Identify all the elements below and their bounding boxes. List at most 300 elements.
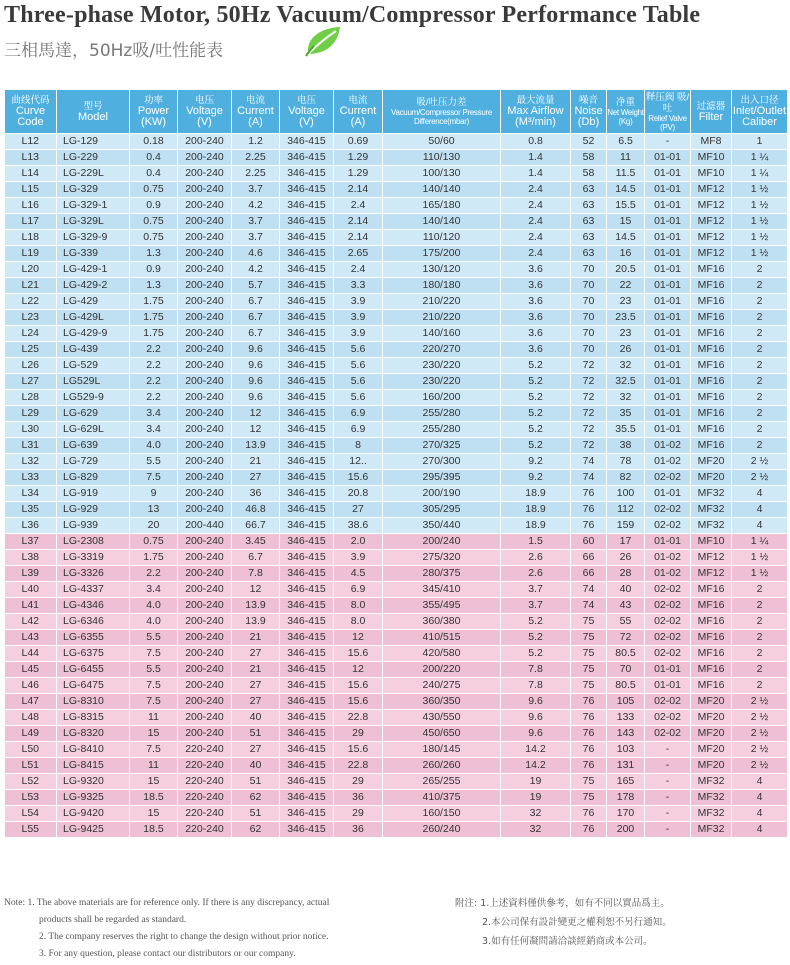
table-cell: MF20 xyxy=(691,694,732,710)
table-cell: 2 xyxy=(732,278,788,294)
table-row xyxy=(5,694,788,710)
table-cell: MF32 xyxy=(691,486,732,502)
table-cell: 2 xyxy=(732,422,788,438)
table-cell: 346-415 xyxy=(280,150,334,166)
table-cell: 3.7 xyxy=(501,598,571,614)
table-cell: 29 xyxy=(334,726,383,742)
table-cell: L21 xyxy=(5,278,57,294)
table-cell: 346-415 xyxy=(280,726,334,742)
table-cell: 20 xyxy=(130,518,178,534)
page-subtitle: 三相馬達，50Hz吸/吐性能表 xyxy=(4,41,224,61)
column-header-zh: 最大流量 xyxy=(516,95,555,106)
table-cell: 72 xyxy=(571,406,607,422)
table-cell: 346-415 xyxy=(280,422,334,438)
table-cell: 1 ½ xyxy=(732,550,788,566)
table-cell: 178 xyxy=(607,790,645,806)
table-cell: 5.5 xyxy=(130,454,178,470)
table-cell: 22.8 xyxy=(334,758,383,774)
table-cell: 2.65 xyxy=(334,246,383,262)
table-cell: 01-01 xyxy=(645,374,691,390)
performance-table xyxy=(4,89,788,838)
table-cell: 110/130 xyxy=(383,150,501,166)
table-cell: 2.4 xyxy=(501,246,571,262)
table-cell: 255/280 xyxy=(383,406,501,422)
table-cell: 02-02 xyxy=(645,598,691,614)
column-header xyxy=(691,90,732,134)
table-cell: 20.5 xyxy=(607,262,645,278)
table-cell: 22.8 xyxy=(334,710,383,726)
table-cell: 38.6 xyxy=(334,518,383,534)
table-cell: LG-8315 xyxy=(57,710,130,726)
table-cell: 180/145 xyxy=(383,742,501,758)
table-cell: 200-240 xyxy=(178,150,232,166)
table-cell: LG-2308 xyxy=(57,534,130,550)
table-cell: MF16 xyxy=(691,342,732,358)
table-cell: 346-415 xyxy=(280,166,334,182)
table-row xyxy=(5,262,788,278)
table-cell: 346-415 xyxy=(280,182,334,198)
table-cell: 3.6 xyxy=(501,310,571,326)
table-cell: 21 xyxy=(232,630,280,646)
table-cell: 6.7 xyxy=(232,294,280,310)
table-cell: 7.5 xyxy=(130,678,178,694)
table-cell: L23 xyxy=(5,310,57,326)
table-cell: 165/180 xyxy=(383,198,501,214)
table-cell: 27 xyxy=(232,742,280,758)
table-cell: 2 xyxy=(732,646,788,662)
table-row xyxy=(5,742,788,758)
table-cell: L15 xyxy=(5,182,57,198)
table-cell: 3.6 xyxy=(501,326,571,342)
table-cell: 76 xyxy=(571,806,607,822)
table-cell: 2 xyxy=(732,614,788,630)
table-cell: 13 xyxy=(130,502,178,518)
table-cell: 15 xyxy=(130,806,178,822)
column-header-zh: 吸/吐压力差 xyxy=(416,97,467,108)
table-cell: 5.2 xyxy=(501,614,571,630)
table-cell: 2 xyxy=(732,310,788,326)
table-cell: MF12 xyxy=(691,246,732,262)
table-cell: 255/280 xyxy=(383,422,501,438)
table-cell: 2.2 xyxy=(130,358,178,374)
table-cell: 8.0 xyxy=(334,614,383,630)
table-cell: 32 xyxy=(607,358,645,374)
table-cell: 200-240 xyxy=(178,726,232,742)
table-cell: 270/325 xyxy=(383,438,501,454)
column-header-zh: 出入口径 xyxy=(740,95,779,106)
table-cell: LG-3319 xyxy=(57,550,130,566)
table-cell: 3.4 xyxy=(130,406,178,422)
table-cell: 4 xyxy=(732,486,788,502)
table-row xyxy=(5,310,788,326)
note-line-zh: 2.本公司保有設計變更之權利恕不另行通知。 xyxy=(482,917,672,928)
table-row xyxy=(5,630,788,646)
table-cell: 350/440 xyxy=(383,518,501,534)
table-cell: 02-02 xyxy=(645,646,691,662)
table-cell: 200-240 xyxy=(178,182,232,198)
table-cell: 70 xyxy=(571,310,607,326)
table-cell: 6.9 xyxy=(334,582,383,598)
table-cell: 1 ½ xyxy=(732,230,788,246)
table-cell: L48 xyxy=(5,710,57,726)
table-row xyxy=(5,502,788,518)
table-cell: 346-415 xyxy=(280,294,334,310)
table-cell: 2.2 xyxy=(130,342,178,358)
table-cell: 105 xyxy=(607,694,645,710)
table-cell: 200-240 xyxy=(178,502,232,518)
table-cell: 2 xyxy=(732,294,788,310)
table-row xyxy=(5,246,788,262)
table-cell: 430/550 xyxy=(383,710,501,726)
column-header xyxy=(280,90,334,134)
table-cell: 346-415 xyxy=(280,550,334,566)
table-cell: 28 xyxy=(607,566,645,582)
table-row xyxy=(5,550,788,566)
table-cell: 1.29 xyxy=(334,166,383,182)
table-cell: MF12 xyxy=(691,230,732,246)
table-row xyxy=(5,582,788,598)
table-cell: 9.6 xyxy=(232,358,280,374)
table-cell: MF10 xyxy=(691,150,732,166)
table-cell: 1 ¼ xyxy=(732,534,788,550)
table-cell: LG-9320 xyxy=(57,774,130,790)
table-cell: 14.2 xyxy=(501,742,571,758)
table-cell: 240/275 xyxy=(383,678,501,694)
note-line-zh: 附注: 1.上述資料僅供參考，如有不同以實品爲主。 xyxy=(455,898,670,909)
table-cell: MF12 xyxy=(691,566,732,582)
table-cell: 15.5 xyxy=(607,198,645,214)
table-cell: 15.6 xyxy=(334,678,383,694)
note-line: Note: 1. The above materials are for reference only. If there is any discrepancy, actual xyxy=(4,898,330,908)
table-cell: 2.4 xyxy=(334,262,383,278)
table-cell: LG-9325 xyxy=(57,790,130,806)
table-cell: 346-415 xyxy=(280,758,334,774)
table-cell: MF16 xyxy=(691,310,732,326)
table-row xyxy=(5,438,788,454)
table-cell: 346-415 xyxy=(280,310,334,326)
table-cell: 23.5 xyxy=(607,310,645,326)
table-cell: 1 ½ xyxy=(732,566,788,582)
table-cell: 12 xyxy=(334,662,383,678)
table-cell: 01-01 xyxy=(645,278,691,294)
table-row xyxy=(5,182,788,198)
table-row xyxy=(5,294,788,310)
table-cell: LG-229L xyxy=(57,166,130,182)
table-cell: 2 xyxy=(732,598,788,614)
table-cell: 0.9 xyxy=(130,262,178,278)
table-cell: 0.18 xyxy=(130,134,178,150)
table-row xyxy=(5,470,788,486)
table-cell: L46 xyxy=(5,678,57,694)
table-cell: 36 xyxy=(232,486,280,502)
table-cell: 12 xyxy=(232,406,280,422)
table-cell: MF16 xyxy=(691,614,732,630)
table-cell: MF16 xyxy=(691,406,732,422)
table-cell: 1.3 xyxy=(130,278,178,294)
table-cell: 4 xyxy=(732,502,788,518)
table-cell: 200-240 xyxy=(178,134,232,150)
table-cell: 76 xyxy=(571,726,607,742)
table-cell: 01-01 xyxy=(645,262,691,278)
table-cell: L38 xyxy=(5,550,57,566)
table-cell: 22 xyxy=(607,278,645,294)
table-cell: 01-02 xyxy=(645,454,691,470)
table-cell: 63 xyxy=(571,230,607,246)
table-cell: 200-240 xyxy=(178,294,232,310)
table-cell: 2 ½ xyxy=(732,470,788,486)
table-cell: L36 xyxy=(5,518,57,534)
table-cell: 346-415 xyxy=(280,246,334,262)
table-cell: 27 xyxy=(232,678,280,694)
table-cell: L16 xyxy=(5,198,57,214)
table-cell: 2 ½ xyxy=(732,742,788,758)
table-cell: 2 xyxy=(732,406,788,422)
table-cell: MF20 xyxy=(691,726,732,742)
table-cell: LG-529 xyxy=(57,358,130,374)
table-cell: 0.75 xyxy=(130,534,178,550)
table-row xyxy=(5,214,788,230)
table-cell: 200-440 xyxy=(178,518,232,534)
table-cell: 1.75 xyxy=(130,326,178,342)
table-cell: 15 xyxy=(130,726,178,742)
table-cell: 200/190 xyxy=(383,486,501,502)
table-row xyxy=(5,518,788,534)
table-cell: L26 xyxy=(5,358,57,374)
table-cell: LG-129 xyxy=(57,134,130,150)
table-cell: 5.2 xyxy=(501,374,571,390)
table-cell: 360/350 xyxy=(383,694,501,710)
table-cell: L40 xyxy=(5,582,57,598)
table-cell: 01-01 xyxy=(645,214,691,230)
table-cell: L18 xyxy=(5,230,57,246)
table-row xyxy=(5,150,788,166)
column-header-zh: 电流 xyxy=(348,95,368,106)
table-cell: 3.9 xyxy=(334,294,383,310)
table-cell: 3.7 xyxy=(232,214,280,230)
table-cell: 58 xyxy=(571,166,607,182)
table-cell: L44 xyxy=(5,646,57,662)
table-cell: 70 xyxy=(571,342,607,358)
table-row xyxy=(5,406,788,422)
table-cell: MF16 xyxy=(691,646,732,662)
table-cell: 346-415 xyxy=(280,214,334,230)
table-cell: 346-415 xyxy=(280,774,334,790)
table-cell: 13.9 xyxy=(232,598,280,614)
table-row xyxy=(5,326,788,342)
table-cell: 200-240 xyxy=(178,214,232,230)
column-header-zh: 电流 xyxy=(245,95,265,106)
table-cell: 200-240 xyxy=(178,550,232,566)
table-cell: 200-240 xyxy=(178,438,232,454)
table-cell: 2.4 xyxy=(501,182,571,198)
table-cell: 2.4 xyxy=(501,214,571,230)
table-cell: 345/410 xyxy=(383,582,501,598)
table-cell: - xyxy=(645,742,691,758)
table-cell: LG-929 xyxy=(57,502,130,518)
table-cell: 14.5 xyxy=(607,182,645,198)
table-cell: 1.3 xyxy=(130,246,178,262)
table-cell: 80.5 xyxy=(607,646,645,662)
table-cell: 01-01 xyxy=(645,150,691,166)
table-cell: 36 xyxy=(334,822,383,838)
table-cell: 3.6 xyxy=(501,342,571,358)
table-cell: 2 ½ xyxy=(732,758,788,774)
column-header xyxy=(571,90,607,134)
table-cell: LG-329-1 xyxy=(57,198,130,214)
table-cell: 346-415 xyxy=(280,342,334,358)
table-cell: 26 xyxy=(607,550,645,566)
table-cell: 5.2 xyxy=(501,406,571,422)
table-cell: 02-02 xyxy=(645,502,691,518)
table-cell: 2.2 xyxy=(130,390,178,406)
table-cell: 01-01 xyxy=(645,342,691,358)
column-header xyxy=(232,90,280,134)
table-cell: 11.5 xyxy=(607,166,645,182)
table-cell: L37 xyxy=(5,534,57,550)
table-row xyxy=(5,790,788,806)
table-cell: 72 xyxy=(571,422,607,438)
table-cell: LG-229 xyxy=(57,150,130,166)
table-row xyxy=(5,534,788,550)
table-row xyxy=(5,758,788,774)
table-cell: 63 xyxy=(571,214,607,230)
table-cell: 5.2 xyxy=(501,390,571,406)
table-cell: 32.5 xyxy=(607,374,645,390)
table-cell: 100 xyxy=(607,486,645,502)
table-cell: L22 xyxy=(5,294,57,310)
table-cell: 18.9 xyxy=(501,486,571,502)
table-cell: 72 xyxy=(571,358,607,374)
table-cell: - xyxy=(645,758,691,774)
table-cell: 200-240 xyxy=(178,278,232,294)
table-cell: 230/220 xyxy=(383,374,501,390)
table-cell: MF16 xyxy=(691,582,732,598)
table-cell: 200-240 xyxy=(178,566,232,582)
table-cell: 75 xyxy=(571,662,607,678)
table-cell: L14 xyxy=(5,166,57,182)
table-cell: 66 xyxy=(571,566,607,582)
notes-english xyxy=(4,895,424,963)
table-cell: 19 xyxy=(501,790,571,806)
table-cell: MF12 xyxy=(691,182,732,198)
table-cell: 346-415 xyxy=(280,518,334,534)
table-cell: 15.6 xyxy=(334,742,383,758)
table-cell: LG-6355 xyxy=(57,630,130,646)
table-cell: 346-415 xyxy=(280,486,334,502)
table-cell: 6.7 xyxy=(232,326,280,342)
table-cell: 63 xyxy=(571,246,607,262)
table-cell: 8 xyxy=(334,438,383,454)
table-cell: 1.75 xyxy=(130,294,178,310)
table-cell: 346-415 xyxy=(280,438,334,454)
table-cell: 76 xyxy=(571,694,607,710)
column-header-en: Noise (Db) xyxy=(574,105,603,128)
table-cell: 01-01 xyxy=(645,406,691,422)
column-header xyxy=(383,90,501,134)
table-row xyxy=(5,566,788,582)
table-cell: L45 xyxy=(5,662,57,678)
table-cell: 346-415 xyxy=(280,534,334,550)
table-cell: 1.75 xyxy=(130,550,178,566)
table-row xyxy=(5,598,788,614)
table-cell: 160/150 xyxy=(383,806,501,822)
table-cell: 6.7 xyxy=(232,550,280,566)
table-cell: 9.6 xyxy=(501,710,571,726)
table-cell: 70 xyxy=(571,278,607,294)
table-cell: 70 xyxy=(571,262,607,278)
table-cell: 72 xyxy=(571,374,607,390)
table-cell: 01-01 xyxy=(645,390,691,406)
table-cell: L47 xyxy=(5,694,57,710)
table-cell: LG-939 xyxy=(57,518,130,534)
table-cell: 52 xyxy=(571,134,607,150)
table-cell: MF16 xyxy=(691,326,732,342)
table-cell: 29 xyxy=(334,806,383,822)
table-cell: 9.6 xyxy=(501,726,571,742)
table-cell: 346-415 xyxy=(280,230,334,246)
table-cell: MF10 xyxy=(691,166,732,182)
table-cell: L32 xyxy=(5,454,57,470)
table-cell: LG-629L xyxy=(57,422,130,438)
table-cell: L27 xyxy=(5,374,57,390)
table-cell: MF16 xyxy=(691,390,732,406)
column-header-zh: 电压 xyxy=(194,95,214,106)
table-cell: 3.6 xyxy=(501,262,571,278)
table-cell: 200-240 xyxy=(178,694,232,710)
table-cell: 76 xyxy=(571,502,607,518)
table-cell: 200-240 xyxy=(178,614,232,630)
table-cell: 346-415 xyxy=(280,278,334,294)
table-cell: L42 xyxy=(5,614,57,630)
table-cell: 2 ½ xyxy=(732,726,788,742)
table-cell: 2.25 xyxy=(232,166,280,182)
table-cell: LG-9420 xyxy=(57,806,130,822)
table-cell: 32 xyxy=(501,822,571,838)
table-cell: 2 ½ xyxy=(732,694,788,710)
page-title: Three-phase Motor, 50Hz Vacuum/Compressor Performance Table xyxy=(4,2,701,28)
table-cell: 6.9 xyxy=(334,422,383,438)
table-cell: - xyxy=(645,790,691,806)
table-cell: 01-01 xyxy=(645,486,691,502)
table-cell: - xyxy=(645,774,691,790)
table-cell: 4.5 xyxy=(334,566,383,582)
table-cell: MF16 xyxy=(691,662,732,678)
table-cell: 133 xyxy=(607,710,645,726)
table-cell: 11 xyxy=(130,758,178,774)
table-cell: L35 xyxy=(5,502,57,518)
column-header-en: Voltage (V) xyxy=(288,105,325,128)
table-row xyxy=(5,726,788,742)
leaf-icon xyxy=(302,24,344,58)
table-cell: 210/220 xyxy=(383,310,501,326)
table-row xyxy=(5,678,788,694)
table-cell: 7.5 xyxy=(130,694,178,710)
table-cell: 230/220 xyxy=(383,358,501,374)
table-cell: 130/120 xyxy=(383,262,501,278)
table-cell: 140/140 xyxy=(383,182,501,198)
table-cell: 2.0 xyxy=(334,534,383,550)
table-cell: LG529L xyxy=(57,374,130,390)
table-cell: 346-415 xyxy=(280,582,334,598)
table-cell: 12.. xyxy=(334,454,383,470)
table-cell: 200-240 xyxy=(178,422,232,438)
table-cell: 9 xyxy=(130,486,178,502)
table-cell: 75 xyxy=(571,678,607,694)
table-cell: 9.6 xyxy=(232,342,280,358)
table-cell: 01-01 xyxy=(645,326,691,342)
table-cell: 346-415 xyxy=(280,790,334,806)
table-cell: 112 xyxy=(607,502,645,518)
